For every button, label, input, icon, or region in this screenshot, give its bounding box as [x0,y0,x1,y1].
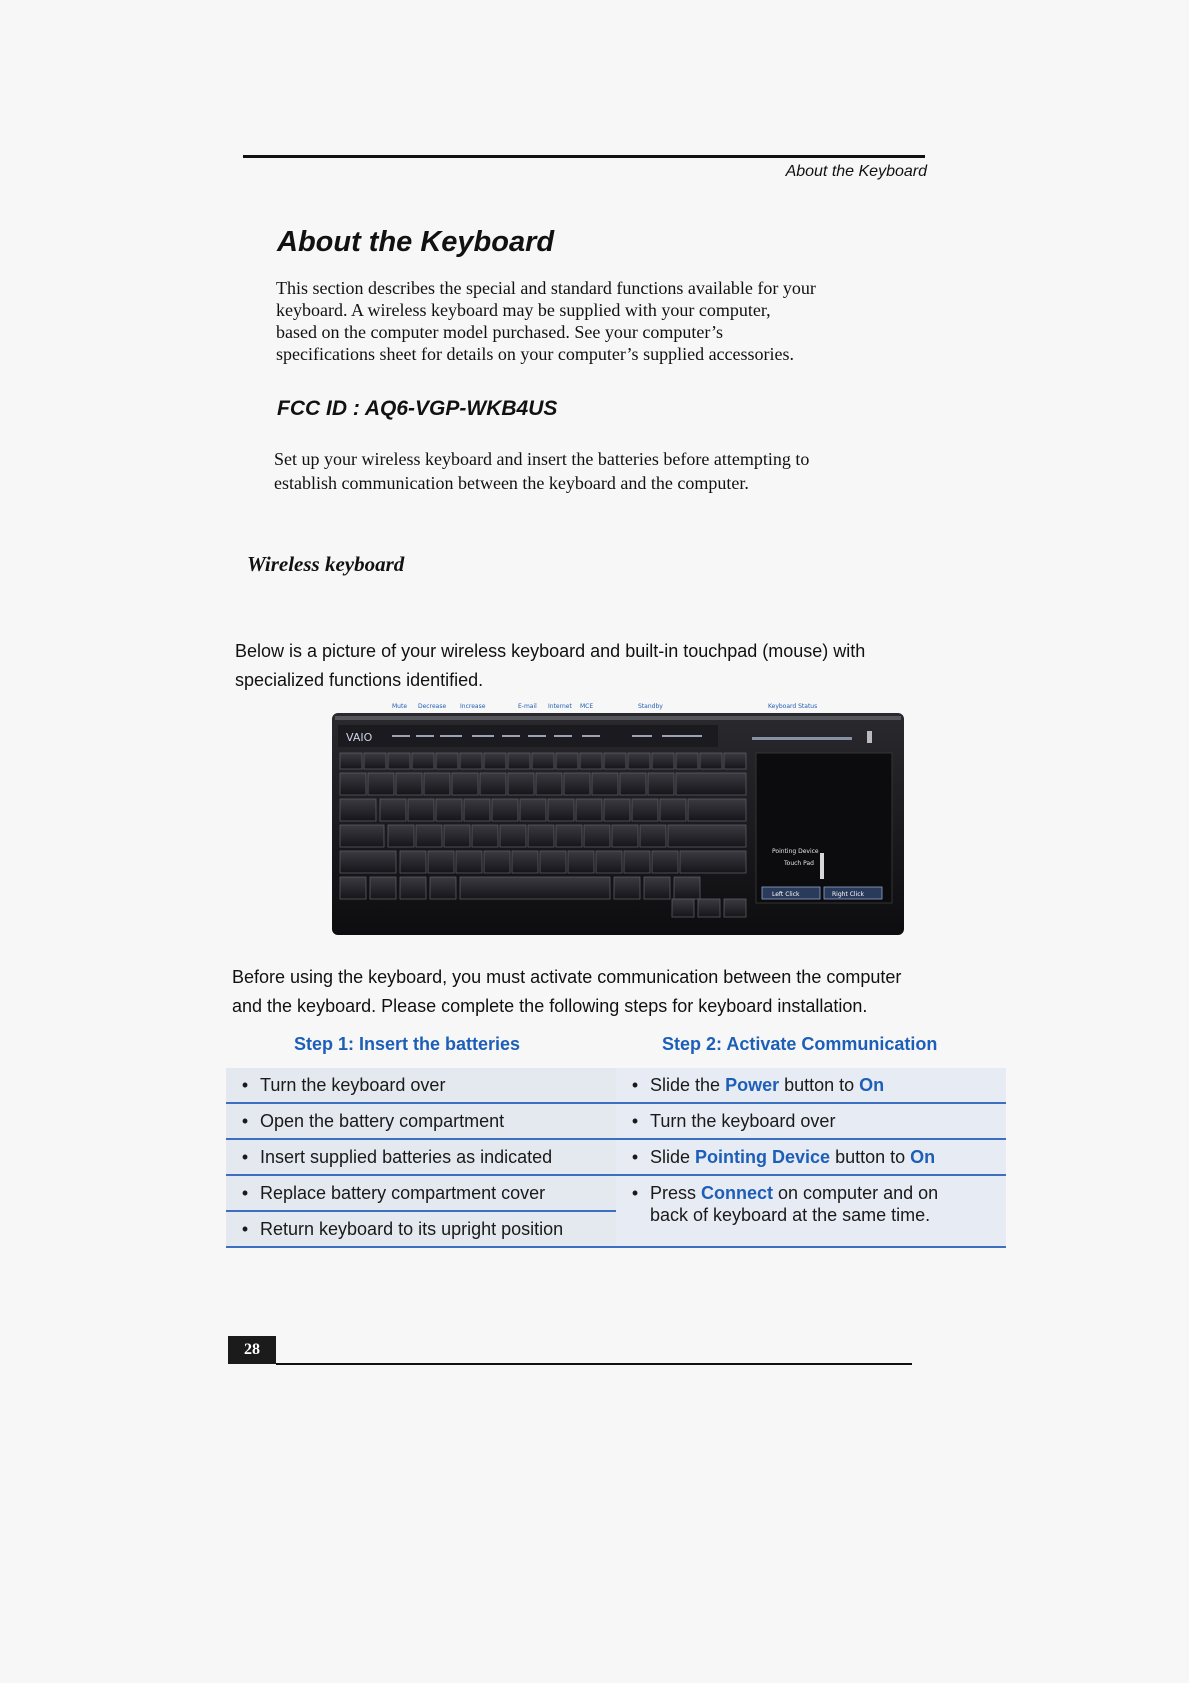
page-title: About the Keyboard [277,226,555,258]
step1-title: Step 1: Insert the batteries [294,1034,521,1054]
step1-item: Turn the keyboard over [260,1075,446,1095]
picture-intro-line: Below is a picture of your wireless keyboard and built-in touchpad (mouse) with [235,641,866,661]
bullet: • [631,1147,639,1167]
intro-line: keyboard. A wireless keyboard may be supplied with your computer, [276,300,771,320]
label-internet: Internet [548,703,572,710]
footer-rule [276,1363,912,1365]
intro-line: based on the computer model purchased. See your computer’s [276,322,724,342]
step1-row [226,1140,616,1176]
bullet: • [241,1183,249,1203]
label-mute: Mute [392,703,408,710]
step2-row [616,1068,1006,1104]
keyboard-photo [332,713,904,935]
fcc-id-heading: FCC ID : AQ6-VGP-WKB4US [277,397,558,420]
header-rule [243,155,925,158]
step2-title: Step 2: Activate Communication [662,1034,938,1054]
label-mce: MCE [580,703,594,710]
step2-item: Press Connect on computer and on back of keyboard at the same time. [650,1183,939,1225]
page-number: 28 [228,1336,276,1364]
step2-item: Slide Pointing Device button to On [650,1147,936,1167]
touch-pad-label: Touch Pad [784,860,814,867]
left-click-label: Left Click [772,891,800,898]
bullet: • [631,1111,639,1131]
label-standby: Standby [638,703,663,710]
step1-item: Replace battery compartment cover [260,1183,546,1203]
step2-row [616,1176,1006,1248]
bullet: • [241,1075,249,1095]
pointing-device-label: Pointing Device [772,848,819,855]
step2-item: Turn the keyboard over [650,1111,836,1131]
bullet: • [241,1147,249,1167]
step1-row [226,1068,616,1104]
bullet: • [241,1219,249,1239]
step2-item: Slide the Power button to On [650,1075,885,1095]
before-line: and the keyboard. Please complete the following steps for keyboard installation. [232,996,868,1016]
bullet: • [241,1111,249,1131]
step1-item: Insert supplied batteries as indicated [260,1147,553,1167]
intro-line: This section describes the special and standard functions available for your [276,278,816,298]
label-increase: Increase [460,703,486,710]
step1-row [226,1176,616,1212]
step1-item: Open the battery compartment [260,1111,505,1131]
before-using-paragraph [232,963,1012,1021]
section-heading: Wireless keyboard [247,552,405,576]
step2-row [616,1140,1006,1176]
installation-steps-table [226,1030,1006,1245]
running-head: About the Keyboard [785,163,927,180]
setup-paragraph [274,447,944,495]
step1-item: Return keyboard to its upright position [260,1219,564,1239]
intro-line: specifications sheet for details on your computer’s supplied accessories. [276,344,795,364]
label-email: E-mail [518,703,537,710]
step2-row [616,1104,1006,1140]
before-line: Before using the keyboard, you must activate communication between the computer [232,967,902,987]
right-click-label: Right Click [832,891,865,898]
bullet: • [631,1183,639,1203]
step1-row [226,1104,616,1140]
label-keyboard-status: Keyboard Status [768,703,818,710]
label-decrease: Decrease [418,703,447,710]
picture-intro-line: specialized functions identified. [235,670,484,690]
brand-label: VAIO [346,731,373,744]
setup-line: establish communication between the keyboard and the computer. [274,473,749,493]
picture-intro-paragraph [235,637,975,695]
bullet: • [631,1075,639,1095]
intro-paragraph [276,277,936,365]
step1-row [226,1212,616,1248]
setup-line: Set up your wireless keyboard and insert the batteries before attempting to [274,449,810,469]
